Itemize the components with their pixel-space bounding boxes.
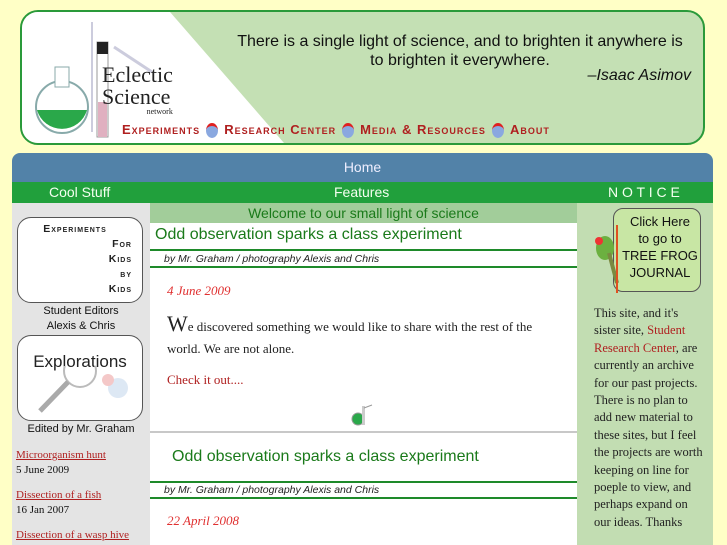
article-text: e discovered something we would like to share with the rest of the world. We are not alone. — [167, 319, 533, 356]
article-date: 4 June 2009 — [167, 283, 231, 298]
site-header — [20, 10, 705, 145]
student-editors-names: Alexis & Chris — [46, 320, 116, 332]
link-dissection-fish[interactable]: Dissection of a fish — [16, 489, 102, 501]
link-microorganism-hunt[interactable]: Microorganism hunt — [16, 449, 106, 461]
banner-text: Experiments — [43, 223, 107, 235]
notice-sidebar — [577, 203, 713, 545]
site-logo[interactable] — [102, 64, 173, 116]
divider — [150, 249, 577, 251]
banner-text: For — [112, 238, 132, 250]
banner-text: to go to — [638, 231, 682, 246]
article-title[interactable]: Odd observation sparks a class experiment — [172, 448, 479, 465]
logo-text: Eclectic — [102, 62, 173, 87]
notice-text-part: This site, and it's sister site, — [594, 306, 679, 338]
divider — [150, 497, 577, 499]
section-bar — [12, 182, 713, 203]
notice-text-part: , are currently an archive for our past projects. There is no plan to add new material to these sites, but I feel the projects are worth keeping on line for poeple to view, and perhaps expand on our ideas. Thanks — [594, 340, 703, 529]
notice-text — [594, 305, 706, 531]
article-title[interactable]: Odd observation sparks a class experiment — [155, 226, 462, 243]
banner-text: Explorations — [33, 352, 127, 371]
check-it-out-link[interactable]: Check it out.... — [167, 372, 244, 387]
student-research-center-link[interactable]: Student Research Center — [594, 323, 686, 355]
nav-experiments[interactable]: Experiments — [122, 122, 201, 137]
link-date: 16 Jan 2007 — [16, 504, 70, 516]
student-editors-label: Student Editors — [43, 305, 119, 317]
divider — [150, 266, 577, 268]
molecule-icon — [206, 123, 218, 138]
left-sidebar — [12, 203, 150, 545]
link-dissection-wasp-hive[interactable]: Dissection of a wasp hive — [16, 529, 130, 541]
nav-media-resources[interactable]: Media & Resources — [360, 122, 486, 137]
features-content — [150, 203, 577, 545]
welcome-banner: Welcome to our small light of science — [150, 203, 577, 223]
article-byline: by Mr. Graham / photography Alexis and Chris — [164, 253, 380, 265]
article-date: 22 April 2008 — [167, 513, 239, 528]
banner-text: JOURNAL — [629, 265, 691, 280]
article-byline: by Mr. Graham / photography Alexis and Chris — [164, 484, 380, 496]
divider — [150, 431, 577, 433]
banner-text: Kids — [108, 283, 132, 295]
magnifier-icon — [18, 366, 142, 416]
molecule-icon — [492, 123, 504, 138]
top-nav — [122, 122, 550, 138]
article-body — [167, 313, 567, 360]
nav-research-center[interactable]: Research Center — [224, 122, 337, 137]
flask-icon — [350, 403, 374, 427]
banner-text: TREE FROG — [622, 248, 698, 263]
explorations-banner[interactable] — [17, 335, 143, 421]
notice-heading: N O T I C E — [608, 184, 680, 200]
quote-author: –Isaac Asimov — [587, 67, 691, 84]
home-link[interactable]: Home — [12, 153, 713, 182]
molecule-icon — [342, 123, 354, 138]
nav-about[interactable]: About — [509, 122, 550, 137]
logo-text: Science — [102, 84, 171, 109]
banner-text: Kids — [108, 253, 132, 265]
cool-stuff-heading: Cool Stuff — [49, 184, 111, 200]
banner-text: by — [120, 268, 132, 280]
divider — [150, 481, 577, 483]
edited-by: Edited by Mr. Graham — [27, 423, 135, 435]
tree-frog-icon — [587, 223, 627, 293]
features-heading: Features — [334, 184, 390, 200]
link-date: 5 June 2009 — [16, 464, 70, 476]
drop-cap: W — [167, 311, 188, 336]
banner-text: Click Here — [630, 214, 690, 229]
header-quote: There is a single light of science, and to brighten it anywhere is to brighten it everywhere. — [237, 33, 683, 69]
experiments-for-kids-banner[interactable] — [17, 217, 143, 303]
logo-text: network — [146, 107, 173, 116]
